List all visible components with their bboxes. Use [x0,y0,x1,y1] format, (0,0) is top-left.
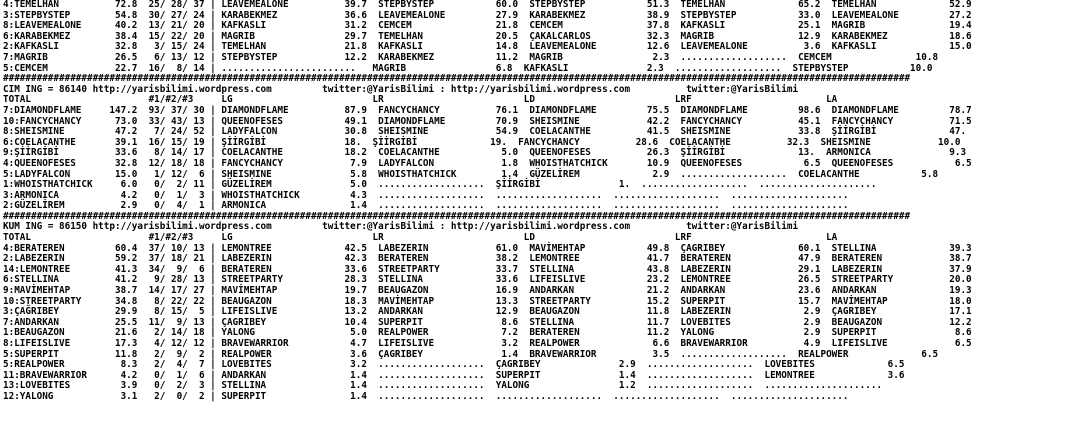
text-line: 4:BERATEREN 60.4 37/ 10/ 13 | LEMONTREE 42.5 LABEZERIN 61.0 MAVİMEHTAP 49.8 ÇAGRIBEY 60.1 STELLINA 39.3 [3,242,972,254]
text-line: 8:SHEISMINE 47.2 7/ 24/ 52 | LADYFALCON 30.8 SHEISMINE 54.9 COELACANTHE 41.5 SHEISMINE 33.8 ŞİİRGİBİ 47. [3,126,967,138]
text-line: ################################################################################################################################################################## [3,73,911,85]
text-line: 6:KARABEKMEZ 38.4 15/ 22/ 20 | MAGRIB 29.7 TEMELHAN 20.5 ÇAKALCARLOS 32.3 MAGRIB 12.9 KARABEKMEZ 18.6 [3,30,972,42]
text-line: TOTAL #1/#2/#3 LG LR LD LRF LA [3,232,838,244]
text-line: KUM ING = 86150 http://yarisbilimi.wordpress.com twitter:@YarisBilimi : http://yarisbilimi.wordpress.com twitter:@YarisBilimi [3,221,799,233]
text-line: 6:STELLINA 41.2 9/ 28/ 13 | STREETPARTY 28.3 STELLINA 33.6 LIFEISLIVE 23.2 LEMONTREE 26.5 STREETPARTY 20.0 [3,274,972,286]
text-line: 6:COELACANTHE 39.1 16/ 15/ 19 | ŞİİRGİBİ 18. ŞİİRGİBİ 19. FANCYCHANCY 28.6 COELACANTHE 32.3 SHEISMINE 10.0 [3,136,961,148]
text-line: 5:LADYFALCON 15.0 1/ 12/ 6 | SHEISMINE 5.8 WHOISTHATCHICK 1.4 GÜZELİREM 2.9 ................... COELACANTHE 5.8 [3,168,939,180]
text-line: 1:BEAUGAZON 21.6 2/ 14/ 18 | YALONG 5.0 REALPOWER 7.2 BERATEREN 11.2 YALONG 2.9 SUPERPIT 8.6 [3,327,972,339]
text-line: TOTAL #1/#2/#3 LG LR LD LRF LA [3,94,838,106]
text-line: 8:LEAVEMEALONE 40.2 13/ 21/ 20 | KAFKASLI 31.2 CEMCEM 21.8 CEMCEM 37.8 KAFKASLI 25.1 MAGRIB 19.4 [3,20,972,32]
text-line: 8:LIFEISLIVE 17.3 4/ 12/ 12 | BRAVEWARRIOR 4.7 LIFEISLIVE 3.2 REALPOWER 6.6 BRAVEWARRIOR 4.9 LIFEISLIVE 6.5 [3,338,972,349]
text-line: 7:DIAMONDFLAME 147.2 93/ 37/ 30 | DIAMONDFLAME 87.9 FANCYCHANCY 76.1 DIAMONDFLAME 75.5 DIAMONDFLAME 98.6 DIAMONDFLAME 78.7 [3,104,972,116]
text-line: 3:STEPBYSTEP 54.8 30/ 27/ 24 | KARABEKMEZ 36.6 LEAVEMEALONE 27.9 KARABEKMEZ 38.9 STEPBYSTEP 33.0 LEAVEMEALONE 27.2 [3,9,972,21]
text-line: 2:KAFKASLI 32.8 3/ 15/ 24 | TEMELHAN 21.8 KAFKASLI 14.8 LEAVEMEALONE 12.6 LEAVEMEALONE 3.6 KAFKASLI 15.0 [3,41,972,53]
text-line: 10:FANCYCHANCY 73.0 33/ 43/ 13 | QUEENOFESES 49.1 DIAMONDFLAME 70.9 SHEISMINE 42.2 FANCYCHANCY 45.1 FANCYCHANCY 71.5 [3,115,972,127]
text-line: 2:GÜZELİREM 2.9 0/ 4/ 1 | ARMONICA 1.4 ................... ................... ................... ..................... [3,200,849,212]
text-line: 5:SUPERPIT 11.8 2/ 9/ 2 | REALPOWER 3.6 ÇAGRIBEY 1.4 BRAVEWARRIOR 3.5 ................... REALPOWER 6.5 [3,348,939,360]
text-line: 1:WHOISTHATCHICK 6.0 0/ 2/ 11 | GÜZELİREM 5.0 ................... ŞİİRGİBİ 1. ................... ..................... [3,179,877,191]
text-line: ################################################################################################################################################################## [3,210,911,222]
text-line: 4:QUEENOFESES 32.8 12/ 18/ 18 | FANCYCHANCY 7.9 LADYFALCON 1.8 WHOISTHATCHICK 10.9 QUEENOFESES 6.5 QUEENOFESES 6.5 [3,157,972,169]
text-line: 14:LEMONTREE 41.3 34/ 9/ 6 | BERATEREN 33.6 STREETPARTY 33.7 STELLINA 43.8 LABEZERIN 29.1 LABEZERIN 37.9 [3,263,972,275]
text-line: 5:REALPOWER 8.3 2/ 4/ 7 | LOVEBITES 3.2 ................... ÇAGRIBEY 2.9 ................... LOVEBITES 6.5 [3,359,905,371]
text-line: 2:LABEZERIN 59.2 37/ 18/ 21 | LABEZERIN 42.3 BERATEREN 38.2 LEMONTREE 41.7 BERATEREN 47.9 BERATEREN 38.7 [3,253,972,265]
text-line: 13:LOVEBITES 3.9 0/ 2/ 3 | STELLINA 1.4 ................... YALONG 1.2 ................... ..................... [3,380,883,392]
text-line: 4:TEMELHAN 72.8 25/ 28/ 37 | LEAVEMEALONE 39.7 STEPBYSTEP 60.0 STEPBYSTEP 51.3 TEMELHAN 65.2 TEMELHAN 52.9 [3,0,972,10]
text-line: CIM ING = 86140 http://yarisbilimi.wordpress.com twitter:@YarisBilimi : http://yarisbilimi.wordpress.com twitter:@YarisBilimi [3,83,799,95]
text-line: 12:YALONG 3.1 2/ 0/ 2 | SUPERPIT 1.4 ................... ................... ................... ..................... [3,390,849,402]
race-statistics-document [3,0,1077,438]
text-line: 11:BRAVEWARRIOR 4.2 0/ 1/ 6 | ANDARKAN 1.4 ................... SUPERPIT 1.4 ................... LEMONTREE 3.6 [3,369,905,381]
text-line: 5:CEMCEM 22.7 16/ 8/ 14 | ........................ MAGRIB 6.8 KAFKASLI 2.3 ................... STEPBYSTEP 10.0 [3,62,933,74]
text-line: 7:MAGRIB 26.5 6/ 13/ 12 | STEPBYSTEP 12.2 KARABEKMEZ 11.2 MAGRIB 2.3 ................... CEMCEM 10.8 [3,51,939,63]
text-line: 7:ANDARKAN 25.5 11/ 9/ 13 | ÇAGRIBEY 10.4 SUPERPIT 8.6 STELLINA 11.7 LOVEBITES 2.9 BEAUGAZON 12.2 [3,316,972,328]
text-line: 10:STREETPARTY 34.8 8/ 22/ 22 | BEAUGAZON 18.3 MAVİMEHTAP 13.3 STREETPARTY 15.2 SUPERPIT 15.7 MAVİMEHTAP 18.0 [3,295,972,307]
text-line: 3:ARMONICA 4.2 0/ 1/ 3 | WHOISTHATCHICK 4.3 ................... ................... ................... ..................... [3,189,849,201]
text-line: 9:MAVİMEHTAP 38.7 14/ 17/ 27 | MAVİMEHTAP 19.7 BEAUGAZON 16.9 ANDARKAN 21.2 ANDARKAN 23.6 ANDARKAN 19.3 [3,285,972,297]
text-line: 9:ŞİİRGİBİ 33.6 8/ 14/ 17 | COELACANTHE 18.2 COELACANTHE 5.0 QUEENOFESES 26.3 ŞİİRGİBİ 13. ARMONICA 9.3 [3,147,967,159]
text-line: 3:ÇAĞRIBEY 29.9 8/ 15/ 5 | LIFEISLIVE 13.2 ANDARKAN 12.9 BEAUGAZON 11.8 LABEZERIN 2.9 ÇAGRIBEY 17.1 [3,306,972,318]
